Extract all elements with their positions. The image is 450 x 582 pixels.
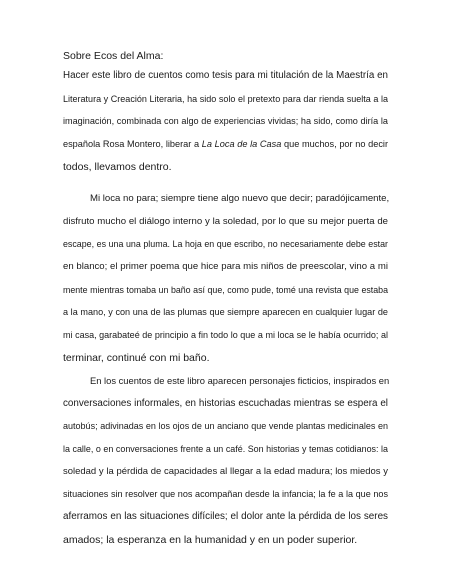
text-run: que muchos, por no decir [281,139,389,150]
book-title-italic: La Loca de la Casa [201,139,282,150]
paragraph-line: mente mientras tomaba un baño así que, como pude, tomé una revista que estaba [63,284,388,295]
text-run: española Rosa Montero, liberar a [63,139,202,150]
paragraph-2 [63,188,388,370]
paragraph-line: conversaciones informales, en historias escuchadas mientras se espera el [63,397,388,409]
paragraph-line: imaginación, combinada con algo de experiencias vividas; ha sido, como diría la [63,116,388,127]
paragraph-line: situaciones sin resolver que nos acompañan desde la infancia; la fe a la que nos [63,489,388,500]
paragraph-line: autobús; adivinadas en los ojos de un anciano que vende plantas medicinales en [63,421,388,432]
paragraph-line: disfruto mucho el diálogo interno y la soledad, por lo que su mejor puerta de [63,215,388,227]
paragraph-1 [63,65,388,178]
paragraph-line: escape, es una una pluma. La hoja en que escribo, no necesariamente debe estar [63,239,388,250]
paragraph-line: mi casa, garabateé de principio a fin todo lo que a mi loca se le había ocurrido; al [63,330,388,341]
paragraph-line: Mi loca no para; siempre tiene algo nuevo que decir; paradójicamente, [90,193,390,204]
paragraph-3 [63,370,388,552]
paragraph-line: a la mano, y con una de las plumas que siempre aparecen en cualquier lugar de [63,307,388,318]
paragraph-line: Literatura y Creación Literaria, ha sido solo el pretexto para dar rienda suelta a la [63,93,388,104]
paragraph-line: la calle, o en conversaciones frente a un café. Son historias y temas cotidianos: la [63,444,388,455]
paragraph-line: todos, llevamos dentro. [63,160,172,173]
paragraph-line: en blanco; el primer poema que hice para mis niños de preescolar, vino a mi [63,261,388,273]
paragraph-line [63,133,388,156]
paragraph-line: Hacer este libro de cuentos como tesis para mi titulación de la Maestría en [63,70,388,81]
document-heading: Sobre Ecos del Alma: [63,50,164,62]
paragraph-line: En los cuentos de este libro aparecen personajes ficticios, inspirados en [90,376,390,386]
paragraph-line: soledad y la pérdida de capacidades al llegar a la edad madura; los miedos y [63,465,388,477]
paragraph-line: aferramos en las situaciones difíciles; el dolor ante la pérdida de los seres [63,511,388,523]
paragraph-line: amados; la esperanza en la humanidad y en un poder superior. [63,533,358,546]
paragraph-line: terminar, continué con mi baño. [63,351,210,364]
